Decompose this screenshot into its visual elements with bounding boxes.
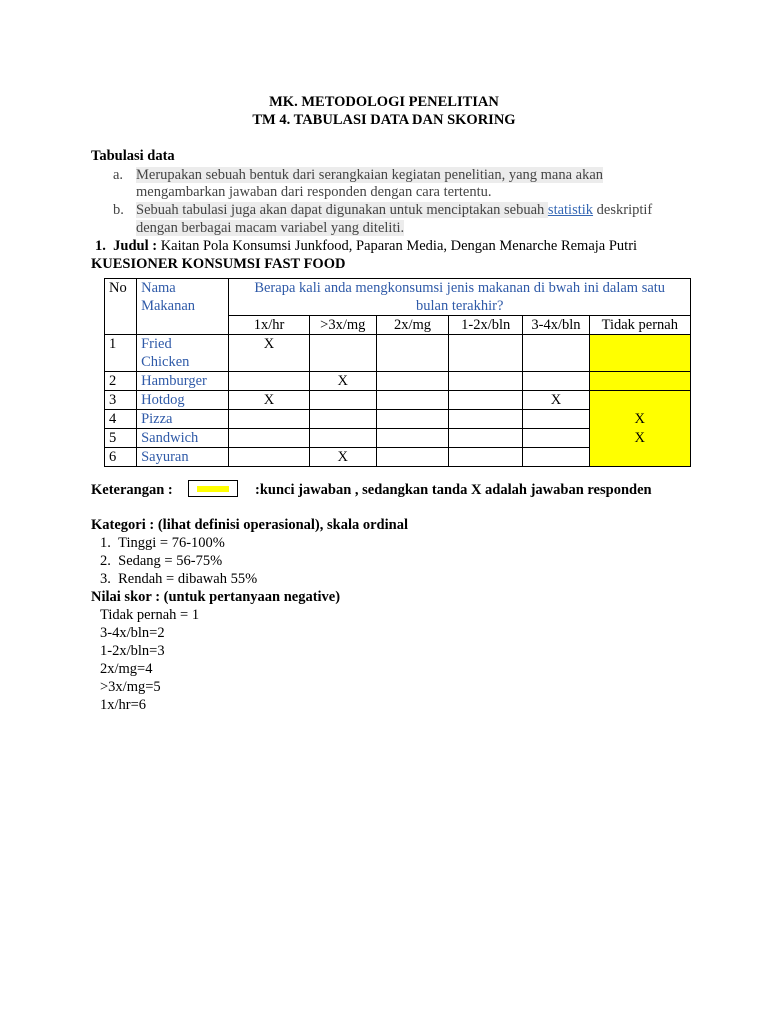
- row-no: 4: [105, 410, 137, 429]
- answer-cell: [523, 429, 589, 448]
- food-name-line2: Chicken: [141, 354, 190, 370]
- answer-cell: [376, 372, 448, 391]
- tabulasi-point-b-line2-text: dengan berbagai macam variabel yang diteliti.: [136, 220, 405, 236]
- answer-cell: [449, 410, 523, 429]
- answer-cell: [376, 391, 448, 410]
- answer-key-legend-box: [188, 480, 238, 497]
- answer-cell: [229, 372, 309, 391]
- answer-cell: [523, 335, 589, 372]
- answer-cell: [309, 335, 376, 372]
- answer-cell: X: [229, 335, 309, 372]
- answer-cell: [376, 335, 448, 372]
- answer-cell: [376, 410, 448, 429]
- kategori-item: 2. Sedang = 56-75%: [100, 553, 223, 569]
- table-row: [105, 410, 691, 429]
- answer-cell: [523, 410, 589, 429]
- tabulasi-point-b-pre: Sebuah tabulasi juga akan dapat digunakan untuk menciptakan sebuah: [136, 202, 548, 218]
- answer-cell: [449, 429, 523, 448]
- answer-cell: [229, 448, 309, 467]
- tabulasi-point-a-text: Merupakan sebuah bentuk dari serangkaian kegiatan penelitian, yang mana akan: [136, 167, 604, 183]
- freq-header: >3x/mg: [309, 316, 376, 335]
- answer-key-cell: [589, 391, 690, 410]
- nilai-skor-heading: Nilai skor : (untuk pertanyaan negative): [91, 589, 341, 605]
- question-line2: bulan terakhir?: [416, 298, 504, 314]
- list-marker-a: a.: [113, 167, 124, 183]
- answer-key-cell: X: [589, 410, 690, 429]
- table-row: [105, 335, 691, 372]
- kategori-item-text: Tinggi = 76-100%: [118, 535, 225, 551]
- kategori-heading: Kategori : (lihat definisi operasional), skala ordinal: [91, 517, 408, 533]
- keterangan-text: :kunci jawaban , sedangkan tanda X adalah jawaban responden: [255, 482, 652, 498]
- row-food-name: Sandwich: [137, 429, 229, 448]
- answer-key-cell: [589, 372, 690, 391]
- list-marker-b: b.: [113, 202, 124, 218]
- freq-header: 3-4x/bln: [523, 316, 589, 335]
- row-food-name: [137, 335, 229, 372]
- kategori-item-text: Rendah = dibawah 55%: [118, 571, 258, 587]
- row-no: 5: [105, 429, 137, 448]
- answer-cell: [376, 448, 448, 467]
- food-name-line1: Fried: [141, 336, 172, 352]
- nilai-skor-item: 2x/mg=4: [100, 661, 153, 677]
- table-row: [105, 448, 691, 467]
- answer-cell: [309, 410, 376, 429]
- freq-header: 1-2x/bln: [449, 316, 523, 335]
- kategori-item: 1. Tinggi = 76-100%: [100, 535, 225, 551]
- judul-label: Judul :: [113, 238, 158, 254]
- table-row: [105, 372, 691, 391]
- judul-number: 1.: [95, 238, 106, 254]
- row-no: 1: [105, 335, 137, 372]
- tabulasi-point-b-line1: [136, 202, 652, 219]
- doc-title-line1: MK. METODOLOGI PENELITIAN: [269, 94, 499, 110]
- nama-header-line2: Makanan: [141, 298, 196, 314]
- question-header: [229, 279, 691, 316]
- doc-title-line2: TM 4. TABULASI DATA DAN SKORING: [252, 112, 516, 128]
- judul-line: [95, 238, 637, 255]
- nama-makanan-header: [137, 279, 229, 335]
- row-food-name: Hotdog: [137, 391, 229, 410]
- answer-cell: X: [309, 448, 376, 467]
- row-no: 3: [105, 391, 137, 410]
- row-no: 2: [105, 372, 137, 391]
- judul-text: Kaitan Pola Konsumsi Junkfood, Paparan Media, Dengan Menarche Remaja Putri: [157, 238, 638, 254]
- tabulasi-point-b-line2: [136, 220, 404, 237]
- answer-cell: [309, 391, 376, 410]
- answer-cell: [449, 448, 523, 467]
- answer-key-cell: [589, 335, 690, 372]
- nilai-skor-item: >3x/mg=5: [100, 679, 161, 695]
- statistik-link[interactable]: statistik: [547, 202, 594, 218]
- row-food-name: Pizza: [137, 410, 229, 429]
- answer-key-cell: X: [589, 429, 690, 448]
- answer-cell: X: [523, 391, 589, 410]
- table-row: [105, 429, 691, 448]
- answer-cell: [449, 372, 523, 391]
- answer-cell: X: [309, 372, 376, 391]
- answer-cell: [229, 429, 309, 448]
- tabulasi-point-a-line1: [136, 167, 603, 184]
- nilai-skor-item: 1x/hr=6: [100, 697, 147, 713]
- tabulasi-point-b-post: deskriptif: [593, 202, 653, 218]
- answer-key-cell: [589, 448, 690, 467]
- nilai-skor-item: 1-2x/bln=3: [100, 643, 165, 659]
- freq-header: 1x/hr: [229, 316, 309, 335]
- nilai-skor-item: 3-4x/bln=2: [100, 625, 165, 641]
- row-food-name: Hamburger: [137, 372, 229, 391]
- tabulasi-point-a-line2: mengambarkan jawaban dari responden dengan cara tertentu.: [136, 184, 492, 200]
- answer-cell: [523, 372, 589, 391]
- keterangan-label: Keterangan :: [91, 482, 173, 498]
- question-line1: Berapa kali anda mengkonsumsi jenis makanan di bwah ini dalam satu: [254, 280, 666, 296]
- answer-cell: [449, 335, 523, 372]
- kategori-item-text: Sedang = 56-75%: [118, 553, 223, 569]
- answer-cell: [523, 448, 589, 467]
- answer-cell: [449, 391, 523, 410]
- table-header-row: [105, 279, 691, 316]
- freq-header: 2x/mg: [376, 316, 448, 335]
- kuesioner-title: KUESIONER KONSUMSI FAST FOOD: [91, 256, 346, 272]
- answer-cell: [309, 429, 376, 448]
- nilai-skor-item: Tidak pernah = 1: [100, 607, 200, 623]
- row-food-name: Sayuran: [137, 448, 229, 467]
- kategori-item: 3. Rendah = dibawah 55%: [100, 571, 258, 587]
- answer-cell: [376, 429, 448, 448]
- answer-cell: [229, 410, 309, 429]
- answer-cell: X: [229, 391, 309, 410]
- freq-header: Tidak pernah: [589, 316, 690, 335]
- no-header: No: [105, 279, 137, 335]
- answer-key-swatch: [197, 486, 229, 492]
- tabulasi-heading: Tabulasi data: [91, 148, 175, 164]
- questionnaire-table: [104, 278, 691, 467]
- row-no: 6: [105, 448, 137, 467]
- table-row: [105, 391, 691, 410]
- nama-header-line1: Nama: [141, 280, 176, 296]
